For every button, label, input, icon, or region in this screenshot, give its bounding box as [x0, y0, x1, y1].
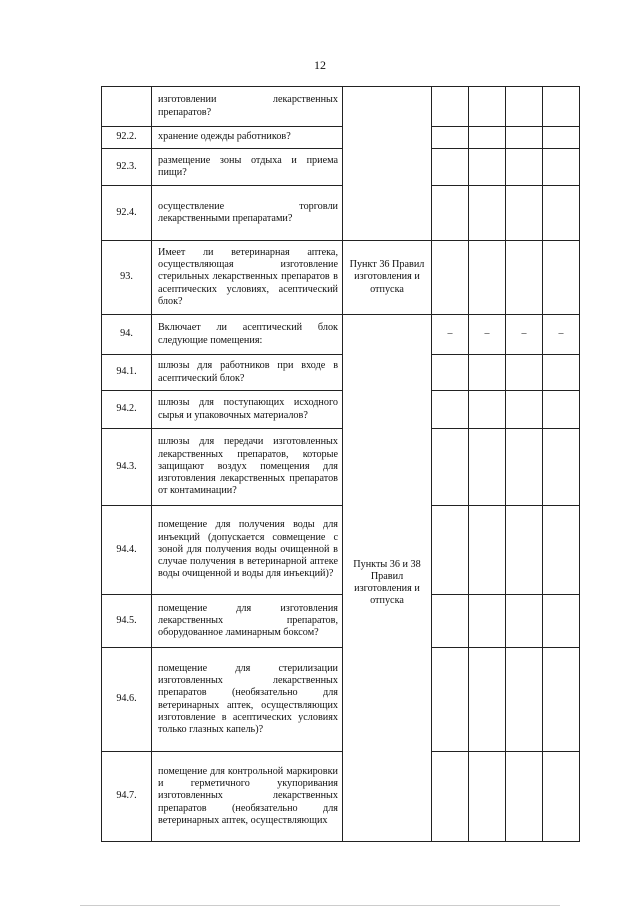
answer-cell[interactable]	[543, 752, 580, 842]
answer-cell[interactable]	[506, 429, 543, 506]
question-text: шлюзы для поступающих исходного сырья и упаковочных материалов?	[152, 391, 343, 429]
answer-cell[interactable]	[432, 648, 469, 752]
row-number: 94.4.	[102, 506, 152, 595]
question-text: хранение одежды работников?	[152, 127, 343, 149]
question-text: помещение для изготовления лекарственных препаратов, оборудованное ламинарным боксом?	[152, 595, 343, 648]
answer-cell[interactable]	[469, 595, 506, 648]
table-row	[102, 149, 580, 186]
table-row	[102, 595, 580, 648]
dash-mark: –	[484, 328, 490, 340]
row-number: 92.4.	[102, 186, 152, 241]
table-row	[102, 506, 580, 595]
answer-cell[interactable]	[506, 87, 543, 127]
answer-cell[interactable]	[543, 149, 580, 186]
row-number: 94.3.	[102, 429, 152, 506]
row-number: 94.7.	[102, 752, 152, 842]
answer-cell[interactable]	[506, 355, 543, 391]
dash-mark: –	[558, 328, 564, 340]
row-number: 92.3.	[102, 149, 152, 186]
answer-cell	[543, 315, 580, 355]
answer-cell[interactable]	[469, 391, 506, 429]
row-number: 92.2.	[102, 127, 152, 149]
answer-cell[interactable]	[543, 506, 580, 595]
answer-cell[interactable]	[543, 127, 580, 149]
answer-cell[interactable]	[506, 648, 543, 752]
row-number	[102, 87, 152, 127]
answer-cell[interactable]	[469, 241, 506, 315]
answer-cell[interactable]	[469, 87, 506, 127]
answer-cell[interactable]	[543, 186, 580, 241]
answer-cell[interactable]	[432, 186, 469, 241]
answer-cell[interactable]	[469, 648, 506, 752]
table-row	[102, 87, 580, 127]
question-text: Имеет ли ветеринарная аптека, осуществляющая изготовление стерильных лекарственных препаратов в асептических условиях, асептический блок?	[152, 241, 343, 315]
answer-cell[interactable]	[506, 595, 543, 648]
question-text: помещение для контрольной маркировки и герметичного укупоривания изготовленных лекарственных препаратов (необязательно для ветеринарных аптек, осуществляющих	[152, 752, 343, 842]
answer-cell[interactable]	[432, 506, 469, 595]
answer-cell[interactable]	[469, 127, 506, 149]
row-number: 94.6.	[102, 648, 152, 752]
answer-cell[interactable]	[469, 186, 506, 241]
row-number: 94.1.	[102, 355, 152, 391]
answer-cell[interactable]	[469, 429, 506, 506]
answer-cell[interactable]	[543, 595, 580, 648]
table-row	[102, 241, 580, 315]
answer-cell[interactable]	[506, 391, 543, 429]
table-row	[102, 355, 580, 391]
row-number: 93.	[102, 241, 152, 315]
answer-cell[interactable]	[432, 595, 469, 648]
table-row	[102, 391, 580, 429]
table-row	[102, 648, 580, 752]
answer-cell	[432, 315, 469, 355]
answer-cell[interactable]	[432, 355, 469, 391]
answer-cell[interactable]	[469, 149, 506, 186]
answer-cell[interactable]	[543, 87, 580, 127]
reference-cell	[343, 87, 432, 241]
answer-cell	[469, 315, 506, 355]
scan-edge-line	[80, 905, 560, 906]
row-number: 94.2.	[102, 391, 152, 429]
question-text: шлюзы для передачи изготовленных лекарственных препаратов, которые защищают воздух помещения для изготовления лекарственных препаратов от контаминации?	[152, 429, 343, 506]
question-text: изготовлении лекарственных препаратов?	[152, 87, 343, 127]
answer-cell[interactable]	[543, 241, 580, 315]
reference-cell: Пункты 36 и 38 Правил изготовления и отпуска	[343, 315, 432, 842]
answer-cell[interactable]	[543, 355, 580, 391]
answer-cell[interactable]	[432, 149, 469, 186]
answer-cell[interactable]	[432, 87, 469, 127]
checklist-table	[101, 86, 580, 842]
answer-cell	[506, 315, 543, 355]
answer-cell[interactable]	[432, 752, 469, 842]
reference-cell: Пункт 36 Правил изготовления и отпуска	[343, 241, 432, 315]
answer-cell[interactable]	[543, 648, 580, 752]
question-text: Включает ли асептический блок следующие помещения:	[152, 315, 343, 355]
dash-mark: –	[447, 328, 453, 340]
question-text: осуществление торговли лекарственными препаратами?	[152, 186, 343, 241]
row-number: 94.5.	[102, 595, 152, 648]
answer-cell[interactable]	[432, 127, 469, 149]
answer-cell[interactable]	[506, 149, 543, 186]
table-row	[102, 752, 580, 842]
answer-cell[interactable]	[543, 429, 580, 506]
answer-cell[interactable]	[543, 391, 580, 429]
answer-cell[interactable]	[506, 752, 543, 842]
table-row	[102, 315, 580, 355]
answer-cell[interactable]	[469, 752, 506, 842]
question-text: шлюзы для работников при входе в асептический блок?	[152, 355, 343, 391]
question-text: помещение для стерилизации изготовленных лекарственных препаратов (необязательно для ветеринарных аптек, осуществляющих изготовление в асептических условиях только глазных капель)?	[152, 648, 343, 752]
table-row	[102, 429, 580, 506]
row-number: 94.	[102, 315, 152, 355]
page-number: 12	[314, 58, 326, 72]
dash-mark: –	[521, 328, 527, 340]
answer-cell[interactable]	[432, 241, 469, 315]
answer-cell[interactable]	[469, 506, 506, 595]
answer-cell[interactable]	[432, 429, 469, 506]
question-text: размещение зоны отдыха и приема пищи?	[152, 149, 343, 186]
answer-cell[interactable]	[506, 186, 543, 241]
answer-cell[interactable]	[432, 391, 469, 429]
table-row	[102, 127, 580, 149]
question-text: помещение для получения воды для инъекций (допускается совмещение с зоной для получения воды очищенной в случае получения в ветеринарной аптеке воды очищенной и воды для инъекций)?	[152, 506, 343, 595]
answer-cell[interactable]	[506, 506, 543, 595]
answer-cell[interactable]	[506, 127, 543, 149]
table-row	[102, 186, 580, 241]
answer-cell[interactable]	[469, 355, 506, 391]
answer-cell[interactable]	[506, 241, 543, 315]
